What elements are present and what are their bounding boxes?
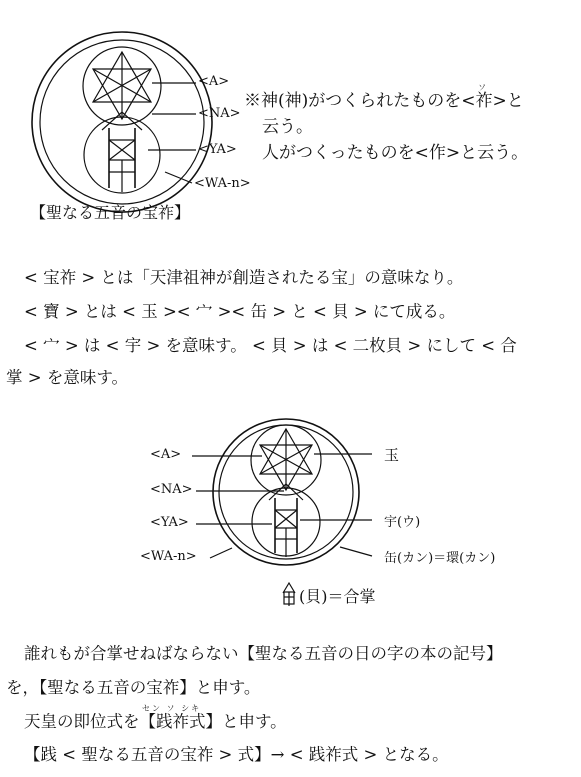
para2-line-2: を，【聖なる五音の宝祚】と申す。 xyxy=(6,678,261,697)
label-ya: <YA> xyxy=(198,142,237,157)
para1-line-4: 掌 > を意味す。 xyxy=(6,368,128,387)
label-na: <NA> xyxy=(198,106,241,121)
bottom-label-a: <A> xyxy=(150,447,182,462)
label-a: <A> xyxy=(198,74,230,89)
para2-line-3: 天皇の即位式を【践祚式】と申す。 xyxy=(24,712,287,731)
para1-line-2: < 寶 > とは < 玉 >< 宀 >< 缶 > と < 貝 > にて成る。 xyxy=(24,302,456,321)
kai-glyph-icon xyxy=(283,583,295,606)
note-line-3: 人がつくったものを<作>と云う。 xyxy=(262,143,529,163)
bottom-diagram-caption: (貝)＝合掌 xyxy=(299,587,376,606)
para1-line-1: < 宝祚 > とは「天津祖神が創造されたる宝」の意味なり。 xyxy=(24,268,464,287)
bottom-label-na: <NA> xyxy=(150,482,193,497)
bottom-label-kan: 缶(カン)＝環(カン) xyxy=(384,551,496,566)
bottom-label-u: 宇(ウ) xyxy=(384,515,421,530)
label-wa-n: <WA-n> xyxy=(194,176,251,191)
bottom-label-wa-n: <WA-n> xyxy=(140,549,197,564)
para2-line-1: 誰れもが合掌せねばならない【聖なる五音の日の字の本の記号】 xyxy=(24,644,503,663)
note-line-1: ※神(神)がつくられたものを<祚>と xyxy=(244,91,524,111)
note-line-2: 云う。 xyxy=(262,117,313,137)
para2-line-4: 【践 < 聖なる五音の宝祚 > 式】→ < 践祚式 > となる。 xyxy=(24,745,449,764)
bottom-label-gyoku: 玉 xyxy=(384,446,400,464)
top-diagram-caption: 【聖なる五音の宝祚】 xyxy=(30,203,191,222)
para1-line-3: < 宀 > は < 宇 > を意味す。 < 貝 > は < 二枚貝 > にして < 合 xyxy=(24,336,517,355)
bottom-label-ya: <YA> xyxy=(150,515,189,530)
para2-ruby: セン ソ シキ xyxy=(142,704,202,713)
note-ruby: ソ xyxy=(478,83,488,92)
